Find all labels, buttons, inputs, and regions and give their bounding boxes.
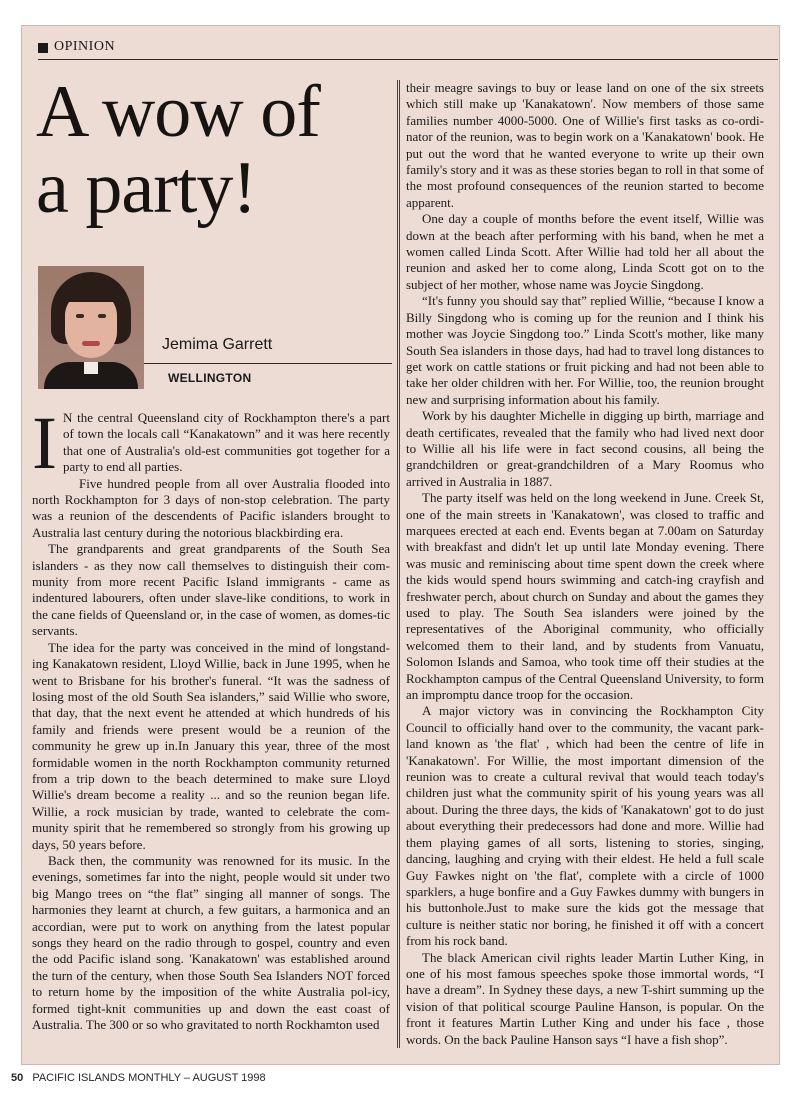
paragraph: The black American civil rights leader Martin Luther King, in one of his most famous speeches spoke those immortal words, “I have a dream”. In Sydney these days, a new T-shirt summing up the vision of that political scourge Pauline Hanson, is popular. On the front it features Martin Luther King and under his face , those words. On the back Pauline Hanson says “I have a fish shop”. (406, 949, 764, 1047)
article-column-right (406, 80, 764, 1048)
paragraph: The idea for the party was conceived in the mind of longstand-ing Kanakatown resident, Lloyd Willie, back in June 1995, when he went to Brisbane for his brother's funeral. “It was the sadness of losing most of the old South Sea islanders,” said Willie who swore, that day, that the next event he attended at which hundreds of his family and friends were present would be a reunion of the community he grew up in.In January this year, three of the most formidable women in the north Rockhampton community returned from a trip down to the beach determined to make sure Lloyd Willie's dream become a reality ... and so the reunion began life. Willie, a rock musician by trade, wanted to celebrate the com-munity spirit that he remembered so strongly from his growing up days, 50 years before. (32, 639, 390, 852)
lead-text: N the central Queensland city of Rockhampton there's a part of town the locals call “Kanakatown” and it was here recently that one of Australia's old-est communities got together for a party to end all parties. (62, 410, 390, 475)
publication-line: PACIFIC ISLANDS MONTHLY – AUGUST 1998 (32, 1072, 266, 1084)
paragraph: The grandparents and great grandparents of the South Sea islanders - as they now call themselves to distinguish their com-munity from more recent Pacific Island immigrants - came as indentured labourers, often under slave-like conditions, to work in the cane fields of Queensland or, in the case of women, as domes-tic servants. (32, 541, 390, 639)
column-divider (397, 80, 400, 1048)
section-header (38, 38, 778, 60)
paragraph: The party itself was held on the long weekend in June. Creek St, one of the main streets in 'Kanakatown', was closed to traffic and marquees erected at each end. Events began at 7.00am on Saturday with breakfast and didn't let up until late Monday evening. There was music and reminiscing about time spent down the creek where the kids would spend hours swimming and catch-ing crayfish and freshwater perch, about church on Sunday and about the games they used to play. The South Sea islanders were joined by the representatives of the Aboriginal community, who officially welcomed them to their land, and by students from Vanuatu, Solomon Islands and Samoa, who took time off their studies at the Rockhampton campus of the Central Queensland University, to form an impromptu dance troop for the occasion. (406, 490, 764, 703)
paragraph: Back then, the community was renowned for its music. In the evenings, sometimes far into the night, people would sit under two big Mango trees on “the flat” singing all manner of songs. The harmonies they learnt at church, a few guitars, a harmonica and an accordian, were put to work on anything from the latest popular songs they heard on the radio through to gospel, country and even the odd Pacific island song. 'Kanakatown' was established around the turn of the century, when those South Sea Islanders NOT forced to return home by the imposition of the white Australia pol-icy, formed tight-knit communities up and down the east coast of Australia. The 300 or so who gravitated to north Rockhamton used (32, 852, 390, 1033)
author-name: Jemima Garrett (162, 336, 273, 353)
author-photo (38, 266, 144, 389)
drop-cap: I (32, 402, 57, 485)
paragraph: “It's funny you should say that” replied Willie, “because I know a Billy Singdong who is coming up for the reunion and I think his mother was Joycie Singdong too.” Linda Scott's mother, like many South Sea islanders in those days, had had to travel long distances to get work on cattle stations or fruit picking and had not been able to take her older children with her. For Willie, too, the reunion brought new and surprising information about his family. (406, 293, 764, 407)
section-label: OPINION (54, 39, 116, 54)
lead-paragraph (32, 402, 390, 485)
article-column-left (32, 402, 390, 1033)
paragraph: A major victory was in convincing the Rockhampton City Council to officially hand over to the community, the vacant park-land known as 'the flat' , which had been the centre of life in 'Kanakatown'. For Willie, the most important dimension of the reunion was to create a cultural revival that would teach today's children just what the community spirit of his young years was all about. During the three days, the kids of 'Kanakatown' got to do just about everything their predecessors had done and more. Willie had them playing games of all sorts, listening to stories, singing, dancing, laughing and crying with their eldest. He held a full scale Guy Fawkes night on 'the flat', complete with a circle of 1000 sparklers, a huge bonfire and a Guy Fawkes dummy with bungers in his buttonhole.Just to make sure the kids got the message that culture is neither static nor boring, he finished it off with a concert from his rock band. (406, 703, 764, 949)
headline-line-1: A wow of (36, 71, 320, 153)
headline (36, 71, 396, 229)
section-square-icon (38, 43, 48, 53)
continued-paragraph: their meagre savings to buy or lease land on one of the six streets which still make up 'Kanakatown'. Now members of those same families number 4000-5000. One of Willie's first tasks as co-ordi-nator of the reunion, was to begin work on a 'Kanakatown' book. He put out the word that he wanted everyone to write up their own family's story and it was as these stories began to roll in that some of the most profound consequences of the reunion started to become apparent. (406, 80, 764, 210)
dateline-location: WELLINGTON (168, 371, 252, 385)
paragraph: One day a couple of months before the event itself, Willie was down at the beach after performing with his band, when he met a women called Linda Scott. After Willie had told her all about the reunion and asked her to come along, Linda Scott got on to the subject of her mother, whose name was Joycie Singdong. (406, 211, 764, 292)
paragraph: Work by his daughter Michelle in digging up birth, marriage and death certificates, revealed that the family who had lived next door to Willie all his life were in fact second cousins, all being the grandchildren or great-grandchildren of a Mary Roomus who arrived in Australia in 1887. (406, 408, 764, 489)
paragraph: Five hundred people from all over Australia flooded into north Rockhampton for 3 days of non-stop celebration. The party was a reunion of the descendents of Pacific islanders brought to Australia last century during the notorious blackbirding era. (32, 475, 390, 540)
page-footer (11, 1072, 266, 1084)
article-panel (21, 25, 780, 1065)
headline-line-2: a party! (36, 147, 257, 229)
page-number: 50 (11, 1072, 24, 1084)
byline-divider (144, 363, 392, 364)
